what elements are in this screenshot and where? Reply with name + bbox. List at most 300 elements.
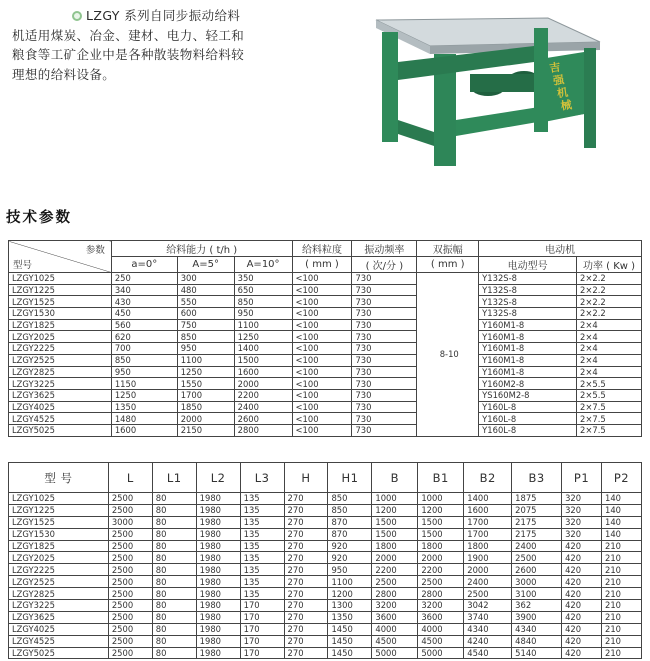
table-cell: 1450 — [328, 623, 372, 635]
table-cell: LZGY3225 — [9, 600, 109, 612]
table-cell: 1000 — [418, 493, 464, 505]
table-cell: LZGY4525 — [9, 413, 112, 425]
table-cell: 2×2.2 — [577, 296, 642, 308]
column-header: P2 — [601, 463, 641, 493]
table-cell: 210 — [601, 611, 641, 623]
table-cell: 850 — [328, 504, 372, 516]
corner-top-label: 参数 — [85, 245, 105, 256]
table-cell: 2200 — [418, 564, 464, 576]
table-cell: 2200 — [372, 564, 418, 576]
table-cell: 1980 — [196, 504, 240, 516]
table-cell: 1450 — [328, 647, 372, 659]
table-cell: LZGY1225 — [9, 504, 109, 516]
table-cell: 320 — [562, 493, 602, 505]
table-cell: 2500 — [108, 504, 152, 516]
table-cell: LZGY2525 — [9, 576, 109, 588]
table-cell: 2×4 — [577, 331, 642, 343]
table-cell: 1980 — [196, 552, 240, 564]
table-cell: 5140 — [512, 647, 562, 659]
table-cell: 80 — [152, 635, 196, 647]
table-cell: 210 — [601, 588, 641, 600]
dimensions-table — [8, 462, 642, 659]
table-row — [9, 284, 642, 296]
table-cell: 1400 — [464, 493, 512, 505]
table-row — [9, 308, 642, 320]
table-cell: 730 — [352, 343, 417, 355]
table-cell: 1350 — [328, 611, 372, 623]
table-cell: 2500 — [108, 493, 152, 505]
table-cell: 2×5.5 — [577, 389, 642, 401]
column-header: 型 号 — [9, 463, 109, 493]
table-row — [9, 635, 642, 647]
table-cell: 950 — [111, 366, 177, 378]
table-cell: 2500 — [512, 552, 562, 564]
table-cell: 80 — [152, 493, 196, 505]
table-cell: LZGY2825 — [9, 588, 109, 600]
table-cell: 320 — [562, 504, 602, 516]
table-cell: 4340 — [464, 623, 512, 635]
table-cell: 2500 — [108, 528, 152, 540]
table-cell: <100 — [292, 284, 352, 296]
table-cell: 650 — [234, 284, 292, 296]
table-cell: 1350 — [111, 401, 177, 413]
table-cell: 135 — [240, 504, 284, 516]
table-cell: 2×2.2 — [577, 284, 642, 296]
table-cell: 350 — [234, 273, 292, 285]
table-cell: Y160M1-8 — [479, 331, 577, 343]
table-cell: LZGY1530 — [9, 528, 109, 540]
table-cell: 1250 — [234, 331, 292, 343]
column-header: L — [108, 463, 152, 493]
table-cell: LZGY2225 — [9, 343, 112, 355]
table-cell: 2000 — [418, 552, 464, 564]
table-cell: <100 — [292, 424, 352, 436]
table-cell: 1980 — [196, 576, 240, 588]
table-row — [9, 413, 642, 425]
table-cell: 2×4 — [577, 319, 642, 331]
table-cell: 1800 — [464, 540, 512, 552]
table-cell: 2800 — [234, 424, 292, 436]
table-cell: 270 — [284, 540, 328, 552]
table-cell: <100 — [292, 401, 352, 413]
table-cell: 2×4 — [577, 366, 642, 378]
table-cell: LZGY1225 — [9, 284, 112, 296]
table-cell: 140 — [601, 516, 641, 528]
table-cell: 420 — [562, 588, 602, 600]
table-cell: 730 — [352, 273, 417, 285]
motor-power-header: 功率 ( Kw ) — [577, 257, 642, 273]
table-cell: Y160L-8 — [479, 401, 577, 413]
table-cell: 730 — [352, 378, 417, 390]
granularity-unit: ( mm ) — [292, 257, 352, 273]
table-cell: 80 — [152, 552, 196, 564]
table-cell: 1980 — [196, 516, 240, 528]
table-cell: 2800 — [372, 588, 418, 600]
table-cell: 3000 — [512, 576, 562, 588]
table-row — [9, 378, 642, 390]
table-cell: Y160M1-8 — [479, 319, 577, 331]
table-row — [9, 319, 642, 331]
table-row — [9, 389, 642, 401]
table-cell: LZGY2025 — [9, 331, 112, 343]
table-cell: <100 — [292, 308, 352, 320]
table-cell: 3600 — [418, 611, 464, 623]
table-cell: 750 — [177, 319, 234, 331]
feeder-product-photo — [338, 2, 608, 172]
table-row — [9, 401, 642, 413]
table-cell: 2×7.5 — [577, 401, 642, 413]
table-cell: 3600 — [372, 611, 418, 623]
amplitude-header: 双振幅 — [417, 241, 479, 257]
frequency-unit: ( 次/分 ) — [352, 257, 417, 273]
table-cell: LZGY1525 — [9, 296, 112, 308]
table-cell: 950 — [234, 308, 292, 320]
table-cell: 2000 — [464, 564, 512, 576]
table-cell: Y160M1-8 — [479, 343, 577, 355]
table-cell: <100 — [292, 413, 352, 425]
column-header: B1 — [418, 463, 464, 493]
table-cell: LZGY4525 — [9, 635, 109, 647]
table-cell: 270 — [284, 528, 328, 540]
table-cell: 80 — [152, 528, 196, 540]
table-row — [9, 493, 642, 505]
table-cell: 1500 — [234, 354, 292, 366]
table-cell: 2400 — [234, 401, 292, 413]
table-row — [9, 600, 642, 612]
table-cell: 1980 — [196, 647, 240, 659]
table-cell: 270 — [284, 588, 328, 600]
table-cell: LZGY5025 — [9, 424, 112, 436]
table-cell: 600 — [177, 308, 234, 320]
table-cell: 730 — [352, 389, 417, 401]
column-header: L3 — [240, 463, 284, 493]
table-row — [9, 343, 642, 355]
table-row — [9, 354, 642, 366]
granularity-header: 给料粒度 — [292, 241, 352, 257]
table-cell: 270 — [284, 576, 328, 588]
table-cell: 2×7.5 — [577, 413, 642, 425]
table-cell: 2400 — [464, 576, 512, 588]
table-cell: 3000 — [108, 516, 152, 528]
table-cell: 3900 — [512, 611, 562, 623]
table-cell: 2500 — [108, 623, 152, 635]
table-cell: 135 — [240, 576, 284, 588]
amplitude-value: 8-10 — [417, 273, 479, 437]
brand-mark: 吉强机械 — [548, 60, 573, 113]
table-cell: 320 — [562, 528, 602, 540]
table-cell: 1250 — [111, 389, 177, 401]
column-header: P1 — [562, 463, 602, 493]
table-cell: 4000 — [372, 623, 418, 635]
frame-leg-left — [382, 32, 398, 142]
corner-bottom-label: 型号 — [13, 260, 33, 271]
table-cell: <100 — [292, 389, 352, 401]
table-cell: 1600 — [234, 366, 292, 378]
table-cell: 920 — [328, 552, 372, 564]
table-cell: <100 — [292, 354, 352, 366]
table-cell: 850 — [177, 331, 234, 343]
table-cell: 730 — [352, 401, 417, 413]
table-cell: 420 — [562, 635, 602, 647]
table-cell: 135 — [240, 516, 284, 528]
table-cell: 1980 — [196, 588, 240, 600]
table-cell: 135 — [240, 540, 284, 552]
table-cell: Y132S-8 — [479, 296, 577, 308]
table-cell: 140 — [601, 504, 641, 516]
table-cell: 80 — [152, 540, 196, 552]
table-cell: 170 — [240, 635, 284, 647]
table-cell: 270 — [284, 552, 328, 564]
table-cell: LZGY4025 — [9, 401, 112, 413]
table-cell: 420 — [562, 600, 602, 612]
table-row — [9, 564, 642, 576]
table-cell: 1700 — [464, 516, 512, 528]
motor-model-header: 电动型号 — [479, 257, 577, 273]
table-cell: 2500 — [108, 600, 152, 612]
table-cell: <100 — [292, 273, 352, 285]
table-cell: LZGY1825 — [9, 319, 112, 331]
table-cell: 3200 — [418, 600, 464, 612]
table-cell: 210 — [601, 647, 641, 659]
table-cell: 1980 — [196, 564, 240, 576]
table-cell: 2200 — [234, 389, 292, 401]
table-cell: 1980 — [196, 623, 240, 635]
table-cell: 1500 — [372, 516, 418, 528]
table-cell: 1100 — [234, 319, 292, 331]
table-cell: 140 — [601, 493, 641, 505]
table-cell: 1800 — [372, 540, 418, 552]
table-cell: 2×2.2 — [577, 308, 642, 320]
table-cell: 140 — [601, 528, 641, 540]
table-row — [9, 611, 642, 623]
table-cell: 2500 — [108, 647, 152, 659]
table-cell: 135 — [240, 588, 284, 600]
table-cell: 420 — [562, 623, 602, 635]
table-cell: 4840 — [512, 635, 562, 647]
table-cell: 135 — [240, 552, 284, 564]
table-cell: Y132S-8 — [479, 308, 577, 320]
section-title: 技术参数 — [6, 210, 72, 226]
table-cell: 1800 — [418, 540, 464, 552]
table-cell: 730 — [352, 331, 417, 343]
table-cell: 1980 — [196, 600, 240, 612]
table-cell: 210 — [601, 600, 641, 612]
table-cell: 620 — [111, 331, 177, 343]
table-cell: 1100 — [328, 576, 372, 588]
table-cell: <100 — [292, 378, 352, 390]
table-cell: 850 — [111, 354, 177, 366]
table-cell: 730 — [352, 296, 417, 308]
table-cell: LZGY5025 — [9, 647, 109, 659]
table-cell: 2500 — [108, 611, 152, 623]
table-cell: 430 — [111, 296, 177, 308]
column-header: B2 — [464, 463, 512, 493]
bullet-icon — [72, 11, 82, 21]
table-cell: 2000 — [177, 413, 234, 425]
table-cell: 210 — [601, 564, 641, 576]
table-cell: 80 — [152, 576, 196, 588]
table-row — [9, 588, 642, 600]
table-cell: 1600 — [464, 504, 512, 516]
table-cell: 210 — [601, 635, 641, 647]
column-header: L1 — [152, 463, 196, 493]
table-cell: Y160M1-8 — [479, 366, 577, 378]
table-cell: 270 — [284, 504, 328, 516]
table-cell: 1000 — [372, 493, 418, 505]
table-row — [9, 552, 642, 564]
column-header: H — [284, 463, 328, 493]
table-cell: 1980 — [196, 635, 240, 647]
table-cell: 2000 — [234, 378, 292, 390]
table-cell: 2500 — [418, 576, 464, 588]
table-cell: 1250 — [177, 366, 234, 378]
table-cell: 950 — [328, 564, 372, 576]
table-cell: <100 — [292, 331, 352, 343]
table-row — [9, 504, 642, 516]
table-cell: Y132S-8 — [479, 273, 577, 285]
table-row — [9, 296, 642, 308]
table-cell: 2×2.2 — [577, 273, 642, 285]
table-cell: 1850 — [177, 401, 234, 413]
table-cell: 80 — [152, 588, 196, 600]
table-cell: 320 — [562, 516, 602, 528]
table-cell: 170 — [240, 611, 284, 623]
table-cell: 4000 — [418, 623, 464, 635]
table-cell: LZGY1825 — [9, 540, 109, 552]
table-cell: 850 — [234, 296, 292, 308]
table-cell: LZGY2025 — [9, 552, 109, 564]
capacity-sub-0: a=0° — [111, 257, 177, 273]
table-cell: LZGY3225 — [9, 378, 112, 390]
table-cell: 560 — [111, 319, 177, 331]
table-cell: 80 — [152, 564, 196, 576]
table-cell: 950 — [177, 343, 234, 355]
table-cell: 270 — [284, 623, 328, 635]
table-cell: 80 — [152, 623, 196, 635]
table-row — [9, 647, 642, 659]
table-cell: 1550 — [177, 378, 234, 390]
table-cell: 1450 — [328, 635, 372, 647]
table-cell: 3200 — [372, 600, 418, 612]
table-cell: 1980 — [196, 540, 240, 552]
table-cell: LZGY2525 — [9, 354, 112, 366]
column-header: B — [372, 463, 418, 493]
table-cell: LZGY1525 — [9, 516, 109, 528]
table-cell: LZGY1025 — [9, 493, 109, 505]
table-cell: 1700 — [464, 528, 512, 540]
table-cell: 730 — [352, 366, 417, 378]
table-cell: 1150 — [111, 378, 177, 390]
table-cell: LZGY3625 — [9, 389, 112, 401]
table-cell: 1600 — [111, 424, 177, 436]
table-cell: 2500 — [464, 588, 512, 600]
table-cell: 270 — [284, 647, 328, 659]
table-cell: Y160L-8 — [479, 413, 577, 425]
table-cell: 300 — [177, 273, 234, 285]
table-cell: 1480 — [111, 413, 177, 425]
table-cell: 420 — [562, 611, 602, 623]
table-cell: YS160M2-8 — [479, 389, 577, 401]
motor-header: 电动机 — [479, 241, 642, 257]
table-cell: Y160M1-8 — [479, 354, 577, 366]
table-cell: 1980 — [196, 611, 240, 623]
table-cell: 2×5.5 — [577, 378, 642, 390]
table-cell: 170 — [240, 600, 284, 612]
table-cell: <100 — [292, 366, 352, 378]
table-cell: LZGY3625 — [9, 611, 109, 623]
intro-text: LZGY 系列自同步振动给料机适用煤炭、冶金、建材、电力、轻工和粮食等工矿企业中是各种散装物料给料较理想的给料设备。 — [12, 8, 245, 82]
table-cell: 420 — [562, 564, 602, 576]
table-cell: 2500 — [108, 576, 152, 588]
table-cell: 362 — [512, 600, 562, 612]
table-row — [9, 540, 642, 552]
table-cell: LZGY2825 — [9, 366, 112, 378]
table-cell: 1980 — [196, 493, 240, 505]
table-row — [9, 623, 642, 635]
table-row — [9, 576, 642, 588]
table-cell: 2150 — [177, 424, 234, 436]
table-cell: 4500 — [372, 635, 418, 647]
table-cell: 420 — [562, 647, 602, 659]
table-cell: 5000 — [372, 647, 418, 659]
table-cell: 2175 — [512, 528, 562, 540]
table-row — [9, 273, 642, 285]
table-cell: Y160M2-8 — [479, 378, 577, 390]
table-cell: 450 — [111, 308, 177, 320]
table-cell: 2600 — [512, 564, 562, 576]
table-cell: 80 — [152, 516, 196, 528]
table-cell: 80 — [152, 504, 196, 516]
table-cell: 2500 — [108, 540, 152, 552]
table-cell: 3740 — [464, 611, 512, 623]
table-cell: 170 — [240, 623, 284, 635]
table-cell: 170 — [240, 647, 284, 659]
capacity-sub-1: A=5° — [177, 257, 234, 273]
table-cell: 420 — [562, 552, 602, 564]
table-cell: 4540 — [464, 647, 512, 659]
table-cell: 870 — [328, 528, 372, 540]
table-cell: 210 — [601, 552, 641, 564]
table-cell: 2000 — [372, 552, 418, 564]
table-cell: 1200 — [328, 588, 372, 600]
table-cell: 2×4 — [577, 354, 642, 366]
table-cell: 2500 — [108, 588, 152, 600]
table-cell: 270 — [284, 611, 328, 623]
column-header: L2 — [196, 463, 240, 493]
table-cell: 3042 — [464, 600, 512, 612]
table-row — [9, 366, 642, 378]
table-cell: 340 — [111, 284, 177, 296]
table-cell: 420 — [562, 576, 602, 588]
table-cell: 270 — [284, 635, 328, 647]
table-cell: 250 — [111, 273, 177, 285]
table-cell: 730 — [352, 354, 417, 366]
table-cell: 80 — [152, 600, 196, 612]
table-cell: 80 — [152, 611, 196, 623]
table-cell: 730 — [352, 424, 417, 436]
table-row — [9, 528, 642, 540]
table-cell: 5000 — [418, 647, 464, 659]
table-cell: 210 — [601, 576, 641, 588]
frequency-header: 振动频率 — [352, 241, 417, 257]
table-cell: 1300 — [328, 600, 372, 612]
table-cell: 2500 — [108, 635, 152, 647]
table-cell: 870 — [328, 516, 372, 528]
table-cell: 2175 — [512, 516, 562, 528]
table-cell: 550 — [177, 296, 234, 308]
table-cell: 210 — [601, 623, 641, 635]
technical-params-table — [8, 240, 642, 437]
